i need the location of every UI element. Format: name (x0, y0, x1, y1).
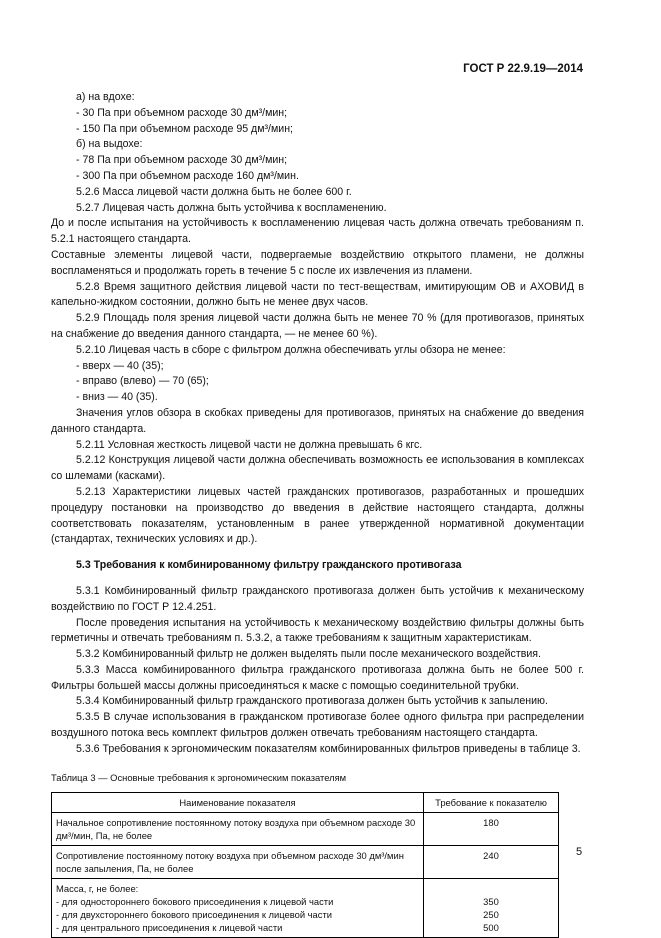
list-label-exhale: б) на выдохе: (76, 138, 143, 151)
paragraph: 5.2.8 Время защитного действия лицевой части по тест-веществам, имитирующим ОВ и АХОВИД в капельно-жидком состоянии, должно быть не менее двух часов. (51, 280, 584, 309)
table-cell: 180 (424, 813, 559, 846)
paragraph: 5.2.9 Площадь поля зрения лицевой части должна быть не менее 70 % (для противогазов, принятых на снабжение до введения данного стандарта, — не менее 60 %). (51, 312, 584, 340)
paragraph: После проведения испытания на устойчивость к механическому воздействию фильтры должны быть герметичны и отвечать требованиям п. 5.3.2, а также требованиям к защитным характеристикам. (51, 616, 584, 645)
cell-line: - для центрального присоединения к лицевой части (56, 922, 283, 934)
table-row (52, 846, 559, 879)
paragraph: 5.2.6 Масса лицевой части должна быть не более 600 г. (76, 185, 352, 198)
list-label-inhale: а) на вдохе: (76, 91, 135, 103)
cell-line: Масса, г, не более: (56, 883, 139, 895)
table-cell: Сопротивление постоянному потоку воздуха при объемном расходе 30 дм³/мин после запыления, Па, не более (52, 846, 424, 879)
list-item: - 300 Па при объемном расходе 160 дм³/мин. (76, 169, 299, 182)
cell-line: 250 (483, 909, 499, 921)
paragraph: Значения углов обзора в скобках приведены для противогазов, принятых на снабжение до введения данного стандарта. (51, 406, 584, 435)
paragraph: 5.3.5 В случае использования в гражданском противогазе более одного фильтра при распределении воздушного потока весь комплект фильтров должен отвечать требованиям настоящего стандарта. (51, 711, 584, 740)
cell-line: - для двухстороннего бокового присоединения к лицевой части (56, 909, 332, 921)
list-item: - вверх — 40 (35); (76, 359, 164, 372)
table-caption: Таблица 3 — Основные требования к эргономическим показателям (51, 771, 347, 783)
cell-line: 350 (483, 896, 499, 908)
section-title: 5.3 Требования к комбинированному фильтру гражданского противогаза (76, 559, 462, 572)
paragraph: До и после испытания на устойчивость к воспламенению лицевая часть должна отвечать требованиям п. 5.2.1 настоящего стандарта. (51, 217, 584, 246)
paragraph: 5.2.7 Лицевая часть должна быть устойчива к воспламенению. (76, 201, 387, 214)
table-cell: 240 (424, 846, 559, 879)
list-item: - 150 Па при объемном расходе 95 дм³/мин; (76, 122, 293, 135)
document-header: ГОСТ Р 22.9.19—2014 (463, 63, 583, 75)
paragraph: 5.2.12 Конструкция лицевой части должна обеспечивать возможность ее использования в комплексах со шлемами (касками). (51, 454, 584, 483)
table-cell: Начальное сопротивление постоянному потоку воздуха при объемном расходе 30 дм³/мин, Па, не более (52, 813, 424, 846)
document-body (51, 90, 584, 938)
paragraph: 5.2.11 Условная жесткость лицевой части не должна превышать 6 кгс. (76, 438, 423, 451)
paragraph: 5.3.2 Комбинированный фильтр не должен выделять пыли после механического воздействия. (76, 648, 541, 661)
list-item: - 30 Па при объемном расходе 30 дм³/мин; (76, 106, 288, 119)
cell-line: 500 (483, 922, 499, 934)
table-row (52, 813, 559, 846)
table-cell (424, 879, 559, 938)
paragraph: 5.3.4 Комбинированный фильтр гражданского противогаза должен быть устойчив к запылению. (76, 695, 548, 708)
paragraph: 5.3.3 Масса комбинированного фильтра гражданского противогаза должна быть не более 500 г. Фильтры большей массы должны присоединяться к маске с помощью соединительной трубки. (51, 663, 584, 692)
table-header-row (52, 793, 559, 813)
table-header-cell: Требование к показателю (424, 793, 559, 813)
list-item: - вниз — 40 (35). (76, 391, 158, 404)
list-item: - вправо (влево) — 70 (65); (76, 375, 209, 388)
paragraph: Составные элементы лицевой части, подвергаемые воздействию открытого пламени, не должны воспламеняться и продолжать гореть в течение 5 с после их извлечения из пламени. (51, 248, 584, 277)
paragraph: 5.3.6 Требования к эргономическим показателям комбинированных фильтров приведены в таблице 3. (76, 742, 581, 755)
table-header-cell: Наименование показателя (52, 793, 424, 813)
requirements-table (51, 792, 559, 938)
paragraph: 5.2.10 Лицевая часть в сборе с фильтром должна обеспечивать углы обзора не менее: (76, 343, 506, 356)
page-number: 5 (576, 846, 583, 858)
paragraph: 5.2.13 Характеристики лицевых частей гражданских противогазов, разработанных и прошедших процедуру постановки на производство до введения в действие настоящего стандарта, должны соответствовать показателям, установленным в ранее утвержденной нормативной документации (стандартах, технических условиях и др.). (51, 485, 584, 546)
cell-line: - для одностороннего бокового присоединения к лицевой части (56, 896, 334, 908)
paragraph: 5.3.1 Комбинированный фильтр гражданского противогаза должен быть устойчив к механическому воздействию по ГОСТ Р 12.4.251. (51, 584, 584, 613)
list-item: - 78 Па при объемном расходе 30 дм³/мин; (76, 154, 288, 167)
table-cell (52, 879, 424, 938)
table-row (52, 879, 559, 938)
